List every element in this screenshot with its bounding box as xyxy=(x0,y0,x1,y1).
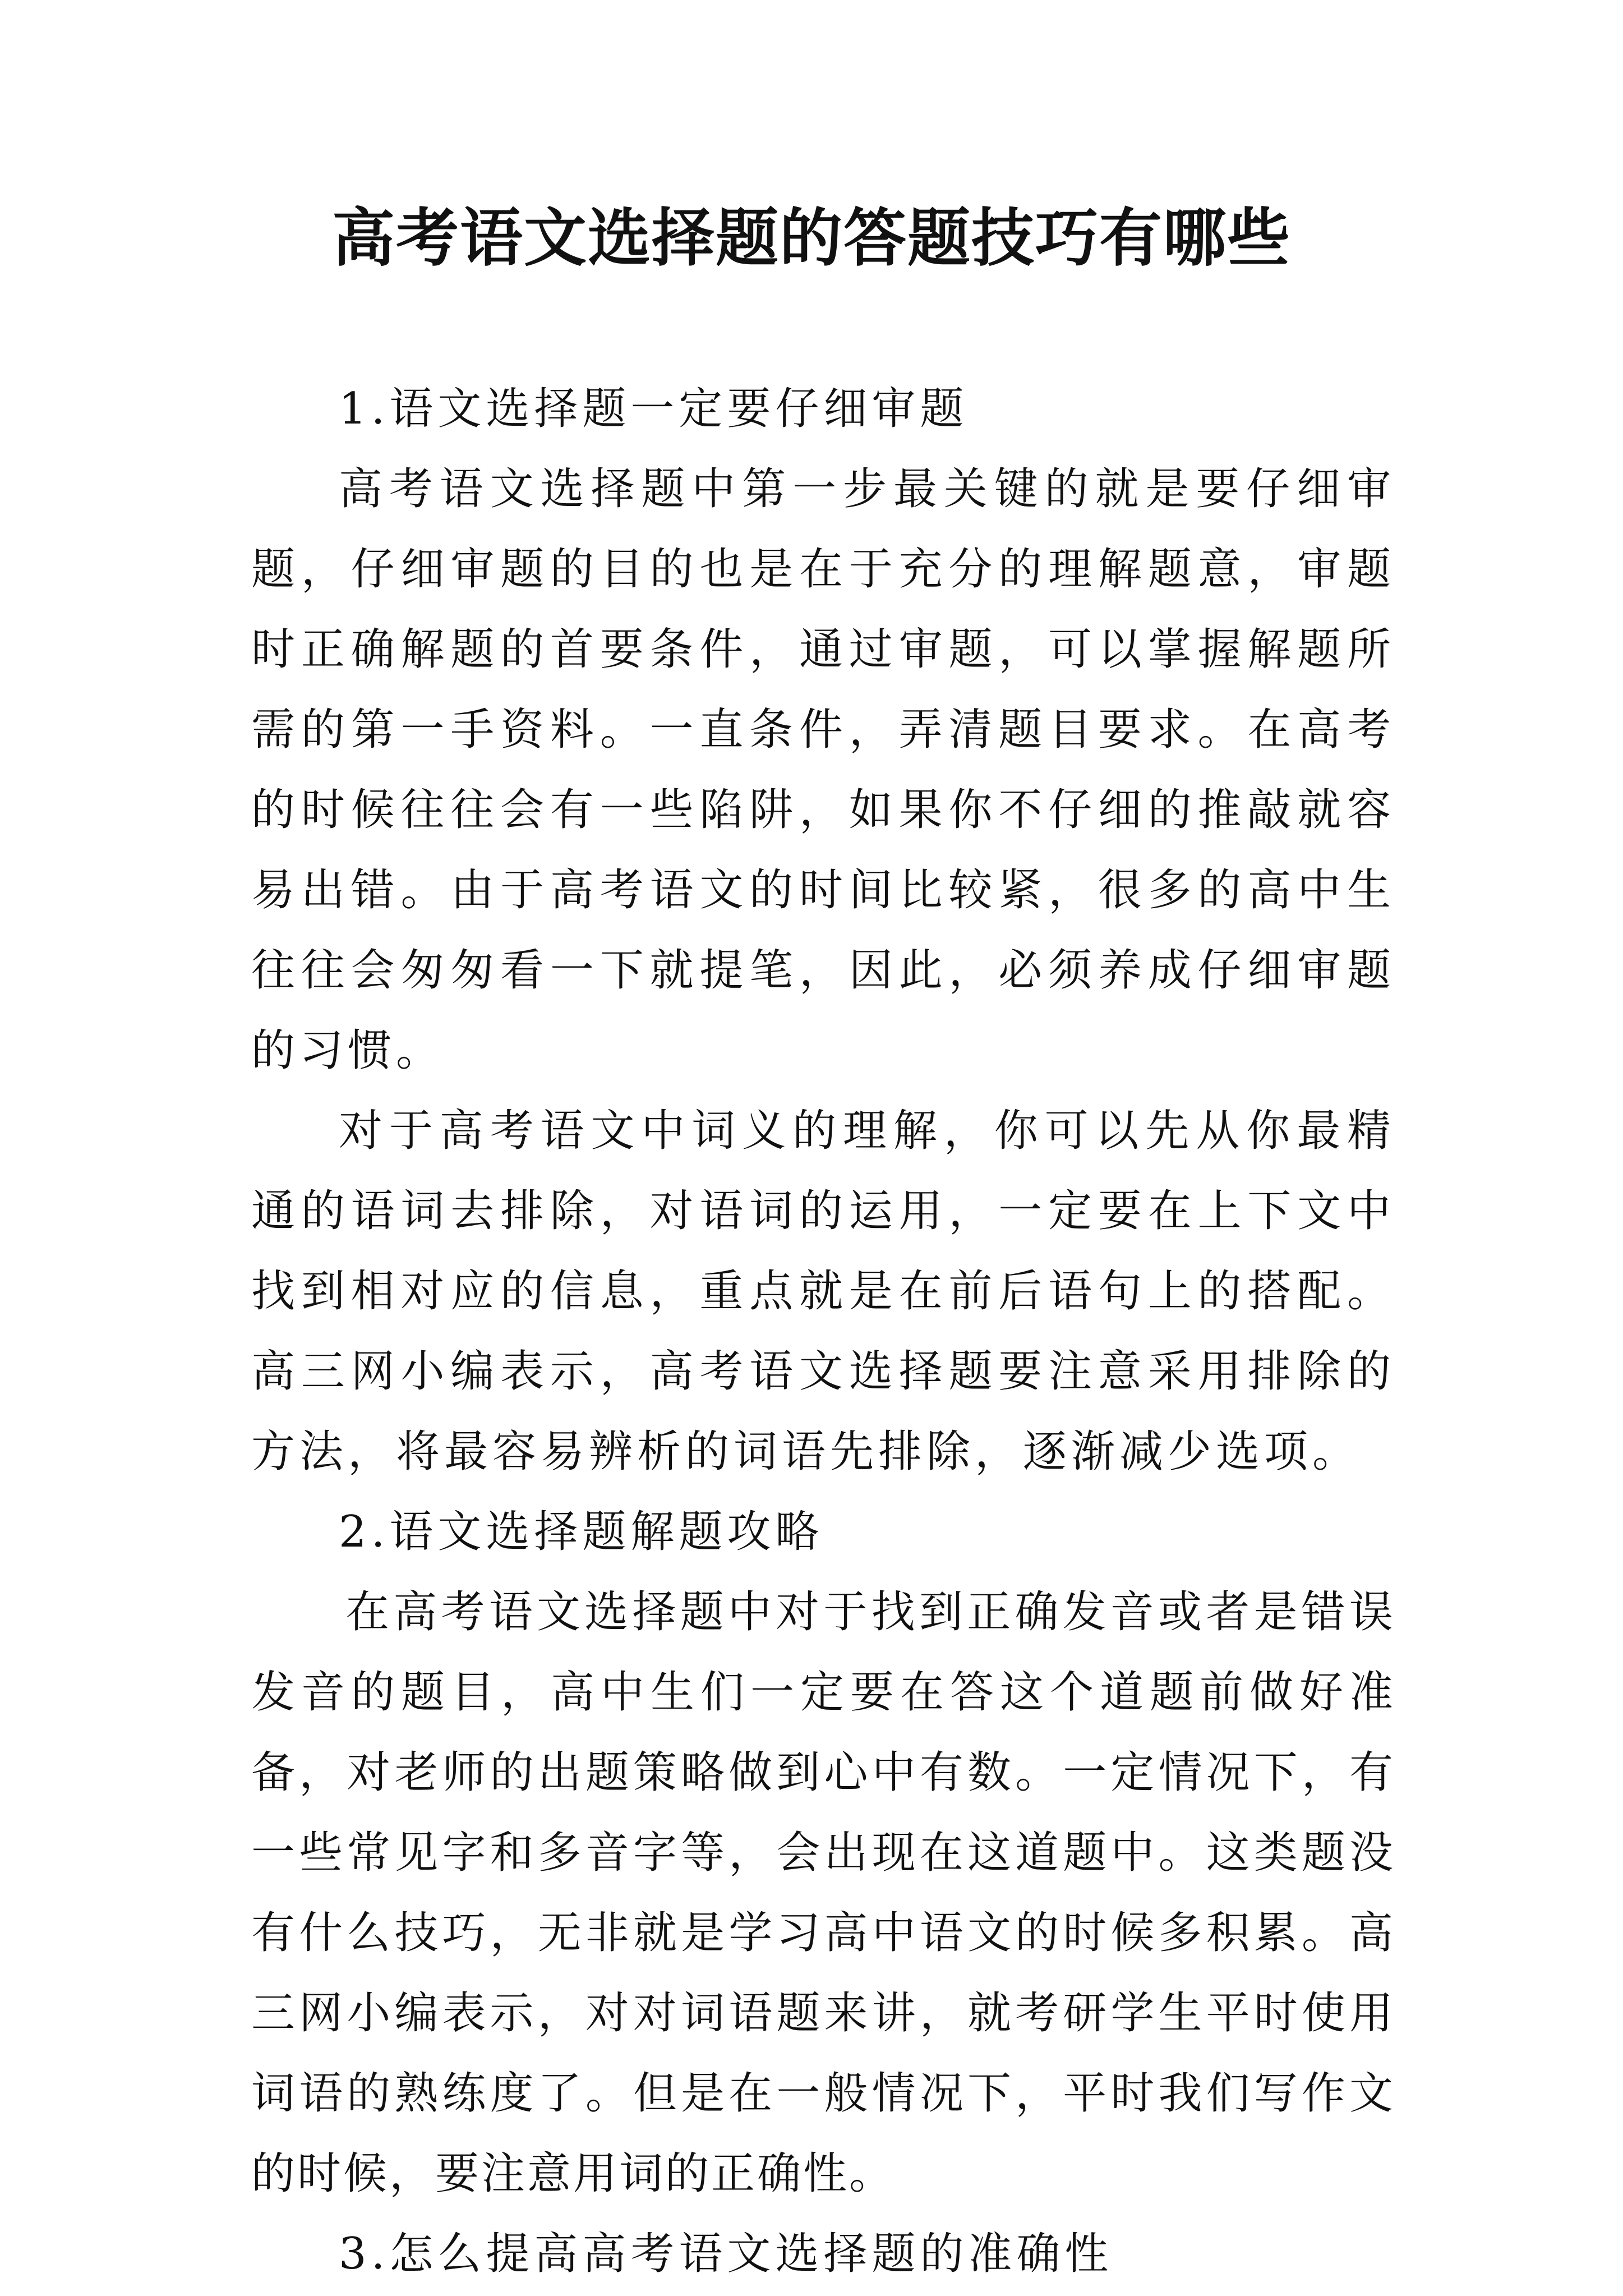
section-heading-3: 3.怎么提高高考语文选择题的准确性 xyxy=(339,2229,1113,2279)
section-heading-1: 1.语文选择题一定要仔细审题 xyxy=(339,384,969,434)
paragraph-2: 对于高考语文中词义的理解，你可以先从你最精通的语词去排除，对语词的运用，一定要在上下文中找到相对应的信息，重点就是在前后语句上的搭配。高三网小编表示，高考语文选择题要注意采用排除的方法，将最容易辨析的词语先排除，逐渐减少选项。 xyxy=(251,1106,1395,1477)
paragraph-1: 高考语文选择题中第一步最关键的就是要仔细审题，仔细审题的目的也是在于充分的理解题意，审题时正确解题的首要条件，通过审题，可以掌握解题所需的第一手资料。一直条件，弄清题目要求。在高考的时候往往会有一些陷阱，如果你不仔细的推敲就容易出错。由于高考语文的时间比较紧，很多的高中生往往会匆匆看一下就提笔，因此，必须养成仔细审题的习惯。 xyxy=(251,464,1395,1076)
document-body xyxy=(251,369,1395,2294)
paragraph-3: 在高考语文选择题中对于找到正确发音或者是错误发音的题目，高中生们一定要在答这个道题前做好准备，对老师的出题策略做到心中有数。一定情况下，有一些常见字和多音字等，会出现在这道题中。这类题没有什么技巧，无非就是学习高中语文的时候多积累。高三网小编表示，对对词语题来讲，就考研学生平时使用词语的熟练度了。但是在一般情况下，平时我们写作文的时候，要注意用词的正确性。 xyxy=(251,1587,1395,2199)
document-title: 高考语文选择题的答题技巧有哪些 xyxy=(332,201,1291,275)
section-heading-2: 2.语文选择题解题攻略 xyxy=(339,1507,824,1557)
